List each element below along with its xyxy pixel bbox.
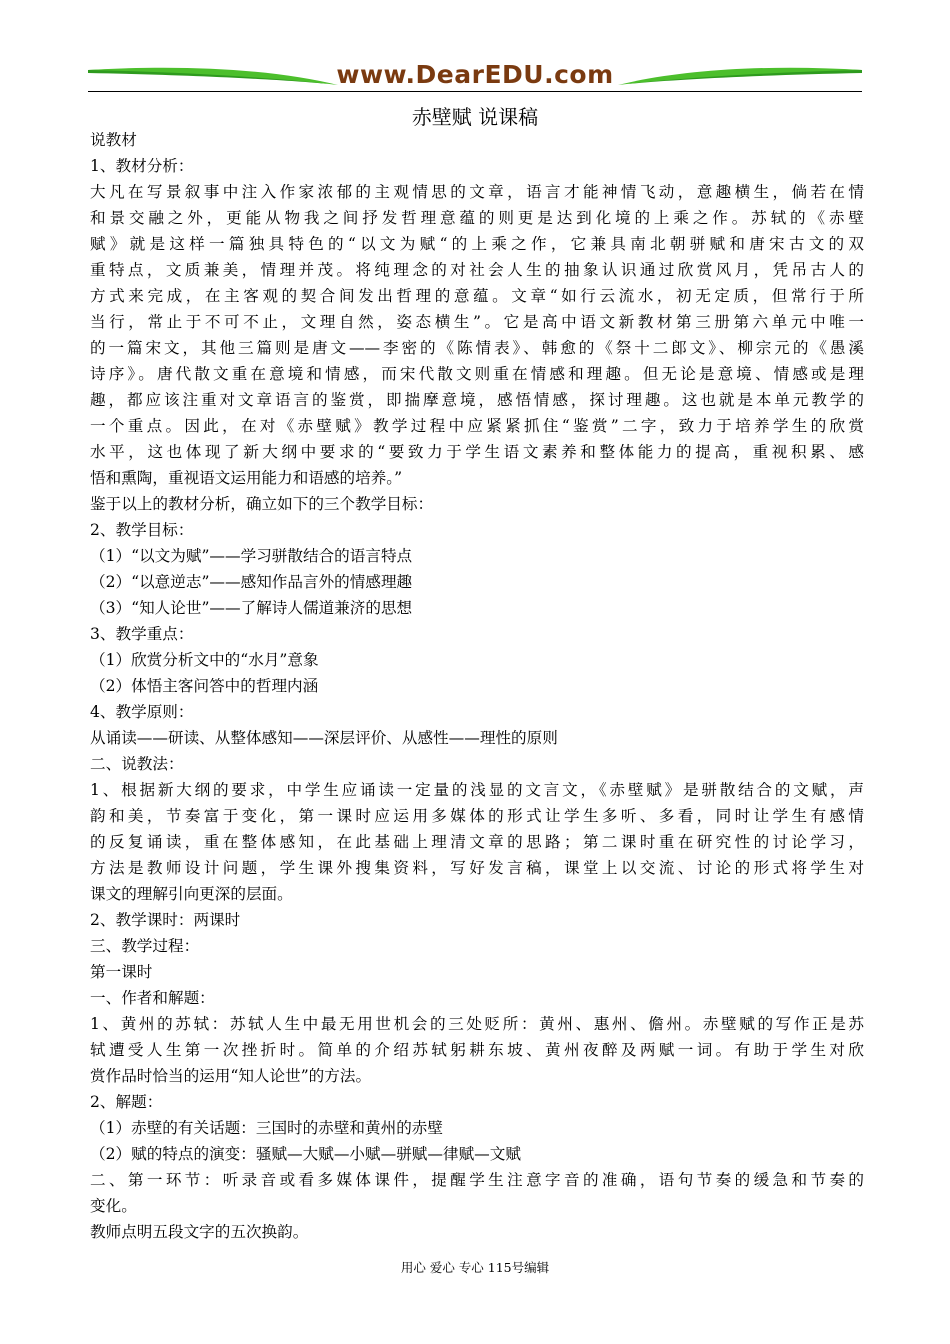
text-line: （1）欣赏分析文中的“水月”意象 [90, 651, 319, 669]
text-line: 方式来完成，在主客观的契合间发出哲理的意蕴。文章“如行云流水，初无定质，但常行于所 [90, 287, 864, 305]
header-divider [88, 91, 862, 92]
text-line: 变化。 [90, 1197, 137, 1215]
text-line: 4、教学原则： [90, 703, 194, 721]
document-body [90, 127, 864, 1245]
text-line: 的一篇宋文，其他三篇则是唐文——李密的《陈情表》、韩愈的《祭十二郎文》、柳宗元的《愚溪 [90, 339, 864, 357]
document-title: 赤壁赋 说课稿 [411, 105, 539, 129]
text-line: 赏作品时恰当的运用“知人论世”的方法。 [90, 1067, 372, 1085]
text-line: （2）体悟主客问答中的哲理内涵 [90, 677, 319, 695]
site-header-banner [88, 58, 862, 98]
site-logo-text: www.DearEDU.com [336, 60, 614, 89]
text-line: 悟和熏陶，重视语文运用能力和语感的培养。” [90, 469, 403, 487]
text-line: 三、教学过程： [90, 937, 200, 955]
text-line: 1、黄州的苏轼：苏轼人生中最无用世机会的三处贬所：黄州、惠州、儋州。赤壁赋的写作正是苏 [90, 1015, 864, 1033]
text-line: 二、第一环节：听录音或看多媒体课件，提醒学生注意字音的准确，语句节奏的缓急和节奏的 [90, 1171, 864, 1189]
text-line: 一个重点。因此，在对《赤壁赋》教学过程中应紧紧抓住“鉴赏”二字，致力于培养学生的欣赏 [90, 417, 864, 435]
text-line: （1）“以文为赋”——学习骈散结合的语言特点 [90, 547, 413, 565]
text-line: 韵和美，节奏富于变化，第一课时应运用多媒体的形式让学生多听、多看，同时让学生有感情 [90, 807, 864, 825]
text-line: 当行，常止于不可不止，文理自然，姿态横生”。它是高中语文新教材第三册第六单元中唯一 [90, 313, 864, 331]
text-line: 2、教学课时：两课时 [90, 911, 241, 929]
text-line: 诗序》。唐代散文重在意境和情感，而宋代散文则重在情感和理趣。但无论是意境、情感或是理 [90, 365, 864, 383]
text-line: 二、说教法： [90, 755, 184, 773]
text-line: 方法是教师设计问题，学生课外搜集资料，写好发言稿，课堂上以交流、讨论的形式将学生对 [90, 859, 864, 877]
text-line: （1）赤壁的有关话题：三国时的赤壁和黄州的赤壁 [90, 1119, 443, 1137]
text-line: 轼遭受人生第一次挫折时。简单的介绍苏轼躬耕东坡、黄州夜醉及两赋一词。有助于学生对欣 [90, 1041, 864, 1059]
text-line: 2、教学目标： [90, 521, 194, 539]
text-line: 的反复诵读，重在整体感知，在此基础上理清文章的思路；第二课时重在研究性的讨论学习， [90, 833, 864, 851]
text-line: 鉴于以上的教材分析，确立如下的三个教学目标： [90, 495, 434, 513]
text-line: 第一课时 [90, 963, 153, 981]
text-line: 1、根据新大纲的要求，中学生应诵读一定量的浅显的文言文，《赤壁赋》是骈散结合的文赋，声 [90, 781, 864, 799]
text-line: 3、教学重点： [90, 625, 194, 643]
text-line: （2）“以意逆志”——感知作品言外的情感理趣 [90, 573, 413, 591]
text-line: 一、作者和解题： [90, 989, 215, 1007]
text-line: （2）赋的特点的演变：骚赋—大赋—小赋—骈赋—律赋—文赋 [90, 1145, 521, 1163]
text-line: 说教材 [90, 131, 137, 149]
text-line: 大凡在写景叙事中注入作家浓郁的主观情思的文章，语言才能神情飞动，意趣横生，倘若在情 [90, 183, 864, 201]
text-line: 赋》就是这样一篇独具特色的“以文为赋“的上乘之作，它兼具南北朝骈赋和唐宋古文的双 [90, 235, 864, 253]
page-footer: 用心 爱心 专心 115号编辑 [400, 1260, 550, 1275]
text-line: 和景交融之外，更能从物我之间抒发哲理意蕴的则更是达到化境的上乘之作。苏轼的《赤壁 [90, 209, 864, 227]
text-line: 重特点，文质兼美，情理并茂。将纯理念的对社会人生的抽象认识通过欣赏风月，凭吊古人的 [90, 261, 864, 279]
text-line: 从诵读——研读、从整体感知——深层评价、从感性——理性的原则 [90, 729, 558, 747]
text-line: 趣，都应该注重对文章语言的鉴赏，即揣摩意境，感悟情感，探讨理趣。这也就是本单元教学的 [90, 391, 864, 409]
text-line: （3）“知人论世”——了解诗人儒道兼济的思想 [90, 599, 413, 617]
text-line: 教师点明五段文字的五次换韵。 [90, 1223, 309, 1241]
text-line: 水平，这也体现了新大纲中要求的“要致力于学生语文素养和整体能力的提高，重视积累、感 [90, 443, 864, 461]
text-line: 2、解题： [90, 1093, 163, 1111]
text-line: 课文的理解引向更深的层面。 [90, 885, 293, 903]
text-line: 1、教材分析： [90, 157, 194, 175]
